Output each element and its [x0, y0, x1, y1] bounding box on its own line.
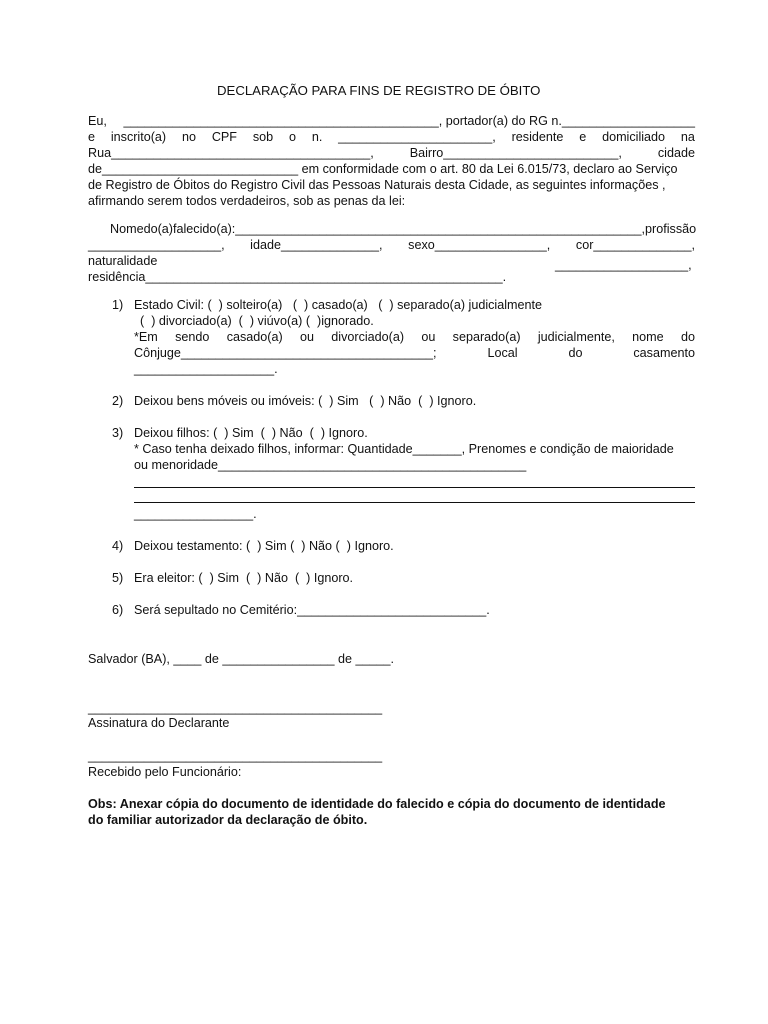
- obs-line-2: do familiar autorizador da declaração de óbito.: [88, 813, 368, 827]
- intro-line-5: de Registro de Óbitos do Registro Civil das Pessoas Naturais desta Cidade, as seguintes informações ,: [88, 178, 666, 192]
- item-1-line-5: ____________________.: [134, 362, 278, 376]
- declarant-signature-label: Assinatura do Declarante: [88, 716, 230, 730]
- item-6-number: 6): [112, 603, 124, 617]
- deceased-line-2: ___________________, idade______________, sexo________________, cor______________,: [88, 238, 695, 252]
- item-5-line-1: Era eleitor: ( ) Sim ( ) Não ( ) Ignoro.: [134, 571, 354, 585]
- deceased-naturalidade-blank: ___________________,: [555, 258, 692, 272]
- item-3-blank-line-2: [134, 502, 695, 503]
- item-2-number: 2): [112, 394, 124, 408]
- item-4-line-1: Deixou testamento: ( ) Sim ( ) Não ( ) Ignoro.: [134, 539, 394, 553]
- intro-line-6: afirmando serem todos verdadeiros, sob as penas da lei:: [88, 194, 406, 208]
- deceased-naturalidade-label: naturalidade: [88, 254, 158, 268]
- deceased-residencia: residência___________________________________________________.: [88, 270, 507, 284]
- item-6-line-1: Será sepultado no Cemitério:___________________________.: [134, 603, 490, 617]
- item-3-line-2: * Caso tenha deixado filhos, informar: Quantidade_______, Prenomes e condição de maioridade: [134, 442, 674, 456]
- item-3-blank-line-1: [134, 487, 695, 488]
- item-1-line-4: Cônjuge____________________________________; Local do casamento: [134, 346, 695, 360]
- intro-line-2: e inscrito(a) no CPF sob o n. ______________________, residente e domiciliado na: [88, 130, 695, 144]
- item-3-number: 3): [112, 426, 124, 440]
- item-4-number: 4): [112, 539, 124, 553]
- item-3-line-1: Deixou filhos: ( ) Sim ( ) Não ( ) Ignoro.: [134, 426, 368, 440]
- official-signature-label: Recebido pelo Funcionário:: [88, 765, 242, 779]
- deceased-line-1: Nome do(a) falecido(a):__________________________________________________________, profissão: [110, 222, 697, 236]
- item-3-line-3: ou menoridade____________________________________________: [134, 458, 527, 472]
- item-1-line-1: Estado Civil: ( ) solteiro(a) ( ) casado(a) ( ) separado(a) judicialmente: [134, 298, 543, 312]
- intro-line-4: de____________________________ em conformidade com o art. 80 da Lei 6.015/73, declaro ao Serviço: [88, 162, 678, 176]
- item-1-line-2: ( ) divorciado(a) ( ) viúvo(a) ( )ignorado.: [140, 314, 374, 328]
- item-1-line-3: *Em sendo casado(a) ou divorciado(a) ou separado(a) judicialmente, nome do: [134, 330, 695, 344]
- official-signature-line: __________________________________________: [88, 749, 383, 763]
- obs-line-1: Obs: Anexar cópia do documento de identidade do falecido e cópia do documento de identidade: [88, 797, 666, 811]
- intro-line-3: Rua_____________________________________, Bairro_________________________, cidade: [88, 146, 695, 160]
- item-3-line-4: _________________.: [134, 507, 257, 521]
- date-line: Salvador (BA), ____ de ________________ de _____.: [88, 652, 395, 666]
- item-2-line-1: Deixou bens móveis ou imóveis: ( ) Sim ( ) Não ( ) Ignoro.: [134, 394, 477, 408]
- intro-line-1: Eu, _____________________________________________, portador(a) do RG n.___________________: [88, 114, 695, 128]
- declarant-signature-line: __________________________________________: [88, 701, 383, 715]
- document-title: DECLARAÇÃO PARA FINS DE REGISTRO DE ÓBITO: [217, 83, 541, 98]
- item-1-number: 1): [112, 298, 124, 312]
- item-5-number: 5): [112, 571, 124, 585]
